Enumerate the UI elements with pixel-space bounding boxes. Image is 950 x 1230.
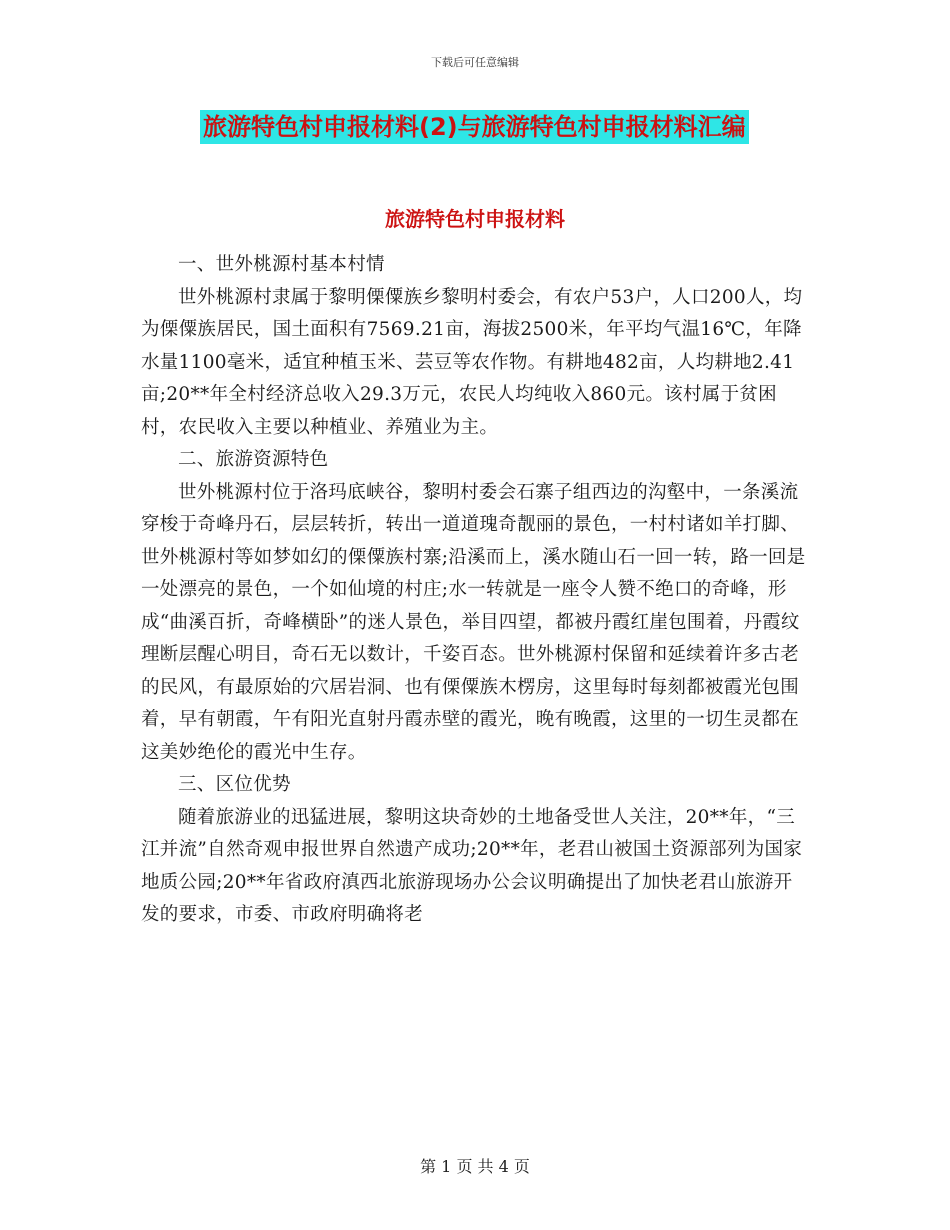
section-heading-tourism-resources: 二、旅游资源特色 xyxy=(178,449,329,470)
document-title: 旅游特色村申报材料(2)与旅游特色村申报材料汇编 xyxy=(200,110,749,144)
document-subtitle: 旅游特色村申报材料 xyxy=(385,207,565,231)
paragraph-tourism-resources: 世外桃源村位于洛玛底峡谷，黎明村委会石寨子组西边的沟壑中，一条溪流穿梭于奇峰丹石，层层转折，转出一道道瑰奇靓丽的景色，一村村诸如羊打脚、世外桃源村等如梦如幻的傈僳族村寨;沿溪而上，溪水随山石一回一转，路一回是一处漂亮的景色，一个如仙境的村庄;水一转就是一座令人赞不绝口的奇峰，形成“曲溪百折，奇峰横卧”的迷人景色，举目四望，都被丹霞红崖包围着，丹霞纹理断层醒心明目，奇石无以数计，千姿百态。世外桃源村保留和延续着许多古老的民风，有最原始的穴居岩洞、也有傈僳族木楞房，这里每时每刻都被霞光包围着，早有朝霞，午有阳光直射丹霞赤壁的霞光，晚有晚霞，这里的一切生灵都在这美妙绝伦的霞光中生存。 xyxy=(141,481,806,763)
page-number: 第 1 页 共 4 页 xyxy=(420,1157,530,1176)
document-body xyxy=(141,249,811,932)
section-heading-basic-info: 一、世外桃源村基本村情 xyxy=(178,254,385,275)
section-heading-location-advantage: 三、区位优势 xyxy=(178,774,291,795)
page-header-note: 下载后可任意编辑 xyxy=(431,56,519,69)
paragraph-location-advantage: 随着旅游业的迅猛进展，黎明这块奇妙的土地备受世人关注，20**年，“三江并流”自然奇观申报世界自然遗产成功;20**年，老君山被国土资源部列为国家地质公园;20**年省政府滇西北旅游现场办公会议明确提出了加快老君山旅游开发的要求，市委、市政府明确将老 xyxy=(141,806,803,925)
paragraph-basic-info: 世外桃源村隶属于黎明傈僳族乡黎明村委会，有农户53户，人口200人，均为傈僳族居民，国土面积有7569.21亩，海拔2500米，年平均气温16℃，年降水量1100毫米，适宜种植玉米、芸豆等农作物。有耕地482亩，人均耕地2.41亩;20**年全村经济总收入29.3万元，农民人均纯收入860元。该村属于贫困村，农民收入主要以种植业、养殖业为主。 xyxy=(141,286,803,438)
